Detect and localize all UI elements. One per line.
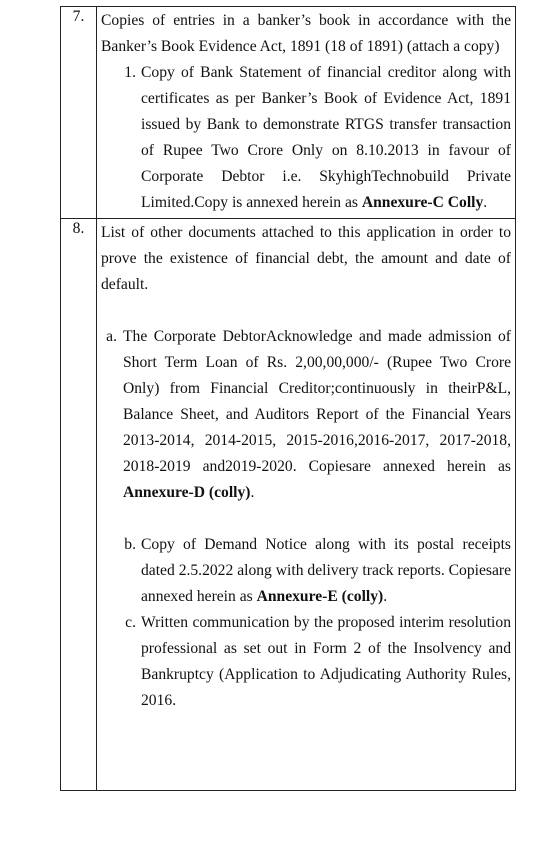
item-tail: . <box>383 588 388 605</box>
annexure-label: Annexure-E (colly) <box>256 588 384 605</box>
item-text <box>141 60 511 216</box>
row-intro: List of other documents attached to this application in order to prove the existence of financial debt, the amount and date of default. <box>101 224 511 293</box>
list-item <box>101 324 511 506</box>
item-text <box>123 324 511 506</box>
item-marker: b. <box>124 536 136 553</box>
list-item <box>101 610 511 714</box>
item-marker: c. <box>125 614 136 631</box>
item-text: Written communication by the proposed interim resolution professional as set out in Form 2 of the Insolvency and Bankruptcy (Application to Adjudicating Authority Rules, 2016. <box>141 614 511 709</box>
annexure-label: Annexure-C Colly <box>361 194 484 211</box>
item-body: The Corporate DebtorAcknowledge and made admission of Short Term Loan of Rs. 2,00,00,000/- (Rupee Two Crore Only) from Financial Creditor;continuously in theirP&L, Balance Sheet, and Auditors Report of the Financial Years 2013-2014, 2014-2015, 2015-2016,2016-2017, 2017-2018, 2018-2019 and2019-2020. Copiesare annexed herein as <box>123 328 511 475</box>
table-row-8 <box>61 219 516 791</box>
item-tail: . <box>483 194 488 211</box>
item-marker: 1. <box>124 64 136 81</box>
item-body: Copy of Demand Notice along with its postal receipts dated 2.5.2022 along with delivery track reports. Copiesare annexed herein as <box>141 536 511 605</box>
row-number: 7. <box>61 7 97 219</box>
annexure-label: Annexure-D (colly) <box>123 484 251 501</box>
table-row-7 <box>61 7 516 219</box>
item-text <box>141 532 511 610</box>
list-item <box>101 532 511 610</box>
row-content <box>97 7 516 219</box>
item-body: Copy of Bank Statement of financial creditor along with certificates as per Banker’s Book of Evidence Act, 1891 issued by Bank to demonstrate RTGS transfer transaction of Rupee Two Crore Only on 8.10.2013 in favour of Corporate Debtor i.e. SkyhighTechnobuild Private Limited.Copy is annexed herein as <box>141 64 511 211</box>
item-tail: . <box>250 484 255 501</box>
item-marker: a. <box>106 328 117 345</box>
row-intro: Copies of entries in a banker’s book in accordance with the Banker’s Book Evidence Act, 1891 (18 of 1891) (attach a copy) <box>101 12 511 55</box>
row-number: 8. <box>61 219 97 791</box>
list-item <box>101 60 511 216</box>
documents-table <box>60 6 516 791</box>
row-content <box>97 219 516 791</box>
